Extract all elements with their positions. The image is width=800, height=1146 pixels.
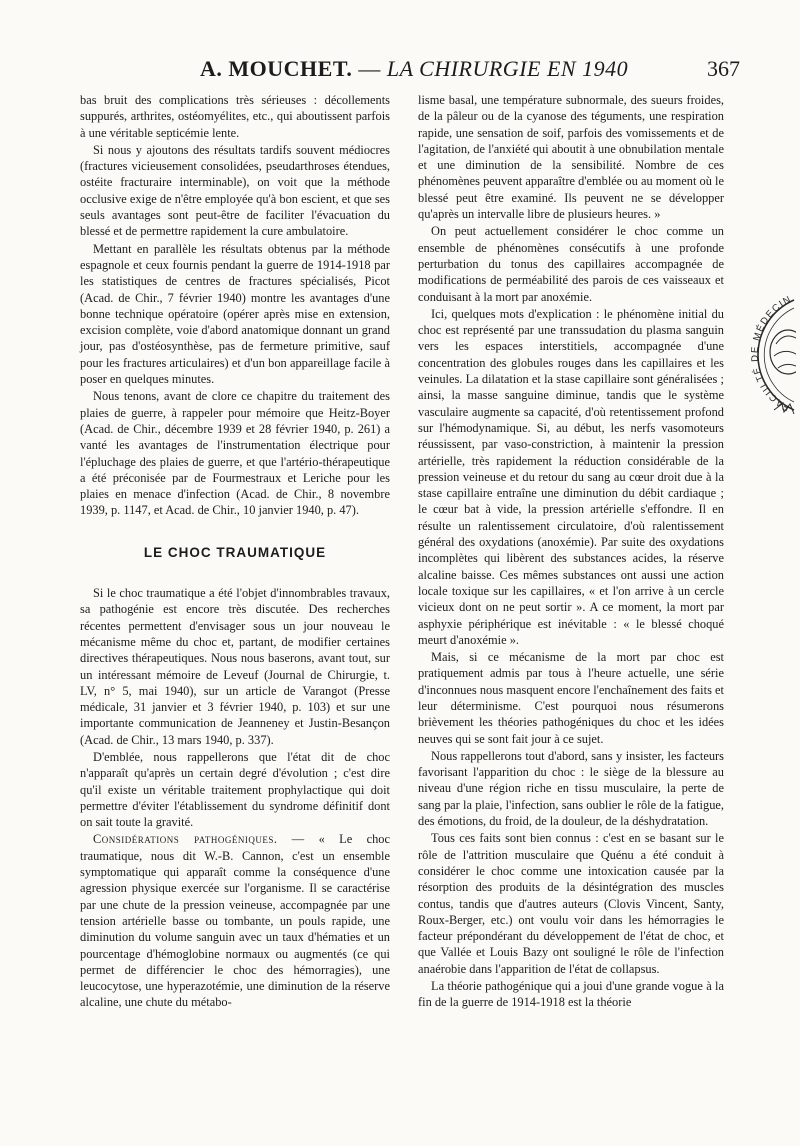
stamp-text: FACULTÉ DE MÉDECIN — [749, 293, 794, 414]
left-paragraph-5: Si le choc traumatique a été l'objet d'innombrables travaux, sa pathogénie est encore très discutée. Des recherches récentes permettent d'envisager sous un jour nouveau le mécanisme même du choc et, partant, de modifier certaines directives thérapeutiques. Nous nous baserons, avant tout, sur un intéressant mémoire de Leveuf (Journal de Chirurgie, t. LV, n° 5, mai 1940), sur un article de Varangot (Presse médicale, 31 janvier et 3 février 1940, p. 103) et sur une importante communication de Jeanneney et Justin-Besançon (Acad. de Chir., 13 mars 1940, p. 337). — [80, 586, 390, 747]
left-paragraph-6: D'emblée, nous rappellerons que l'état dit de choc n'apparaît qu'après un certain degré d'évolution ; c'est dire qu'il existe un véritable traitement prophylactique qui doit permettre d'éviter l'établissement du syndrome définitif dont on sait toute la gravité. — [80, 749, 390, 830]
right-paragraph-7: La théorie pathogénique qui a joui d'une grande vogue à la fin de la guerre de 1914-1918 est la théorie — [418, 979, 724, 1010]
header-dash: — — [352, 56, 387, 81]
right-paragraph-1: lisme basal, une température subnormale, des sueurs froides, de la pâleur ou de la cyanose des téguments, une respiration rapide, une sensation de soif, parfois des vomissements et de l'agitation, de l'anxiété qui aboutit à une obnubilation mentale et une diminution de la sensibilité. Nombre de ces phénomènes peuvent apparaître d'emblée ou au moment où le blessé peut être examiné. Ils peuvent ne se développer qu'après un intervalle libre de plusieurs heures. » — [418, 93, 724, 222]
svg-text:FACULTÉ DE MÉDECINE — [724, 286, 794, 413]
right-column — [418, 92, 724, 1011]
left-paragraph-3: Mettant en parallèle les résultats obtenus par la méthode espagnole et ceux fournis pendant la guerre de 1914-1918 par les statistiques de centres de fractures spécialisés, Picot (Acad. de Chir., 7 février 1940) montre les avantages d'une bonne technique opératoire (opérer après mise en extension, excision complète, voie d'abord anatomique donnant un grand jour, pas d'ostéosynthèse, pas de fermeture primitive, sauf pour les fractures articulaires) et d'un bon appareillage facile à poser en quelques minutes. — [80, 241, 390, 387]
left-column — [80, 92, 390, 1011]
left-paragraph-7 — [80, 831, 390, 1010]
subsection-label: Considérations pathogéniques. — [93, 832, 278, 847]
right-paragraph-4: Mais, si ce mécanisme de la mort par choc est pratiquement admis par tous à l'heure actuelle, une série d'inconnues nous masquent encore l'enchaînement des faits et leur déterminisme. C'est pourquoi nous résumerons brièvement les théories pathogéniques du choc et les idées neuves qui se sont fait jour à ce sujet. — [418, 650, 724, 746]
right-paragraph-6: Tous ces faits sont bien connus : c'est en se basant sur le rôle de l'attrition musculaire que Quénu a été conduit à considérer le choc comme une intoxication causée par la résorption des produits de la désintégration des muscles contus, tandis que d'autres auteurs (Clovis Vincent, Santy, Roux-Berger, etc.) ont voulu voir dans les hémorragies le facteur prépondérant du développement de l'état de choc, et que Vallée et Louis Bazy ont souligné le rôle de l'infection anaérobie dans l'apparition de l'état de collapsus. — [418, 831, 724, 976]
stamp-seal-icon — [724, 286, 796, 426]
running-header — [80, 56, 740, 88]
left-paragraph-4: Nous tenons, avant de clore ce chapitre du traitement des plaies de guerre, à rappeler pour mémoire que Heitz-Boyer (Acad. de Chir., décembre 1939 et 28 février 1940, p. 261) a vanté les avantages de l'instrumentation électrique pour l'épluchage des plaies de guerre, et que l'artério-thérapeutique a été préconisée par de Fourmestraux et Leriche pour les plaies en menace d'infection (Acad. de Chir., 8 novembre 1939, p. 1147, et Acad. de Chir., 10 janvier 1940, p. 47). — [80, 389, 390, 518]
left-paragraph-7-text: — « Le choc traumatique, nous dit W.-B. Cannon, c'est un ensemble symptomatique qui apparaît comme la conséquence d'une agression physique exercée sur l'organisme. Il se caractérise par une chute de la pression veineuse, accompagnée par une tension artérielle basse ou tombante, un pouls rapide, une diminution du volume sanguin avec un taux d'hématies et un pourcentage d'hémoglobine normaux ou augmentés (ce qui permet de différencier le choc des hémorragies), une leucocytose, une hyperazotémie, une diminution de la réserve alcaline, une chute du métabo- — [80, 832, 390, 1010]
right-paragraph-2: On peut actuellement considérer le choc comme un ensemble de phénomènes consécutifs à une profonde perturbation du tonus des capillaires accompagnée de modifications de perméabilité des parois de ces vaisseaux et conduisant à la mort par anoxémie. — [418, 224, 724, 304]
right-paragraph-5: Nous rappellerons tout d'abord, sans y insister, les facteurs favorisant l'apparition du choc : le siège de la blessure au niveau d'une région riche en tissu musculaire, la perte de sang par la plaie, l'infection, sans oublier le rôle de la fatigue, des émotions, du froid, de la douleur, de la déshydratation. — [418, 748, 724, 829]
right-paragraph-3: Ici, quelques mots d'explication : le phénomène initial du choc est représenté par une transsudation du plasma sanguin vers les espaces interstitiels, accompagnée d'une concentration des globules rouges dans les capillaires et les veinules. La dilatation et la stase capillaire sont généralisées ; ainsi, la masse sanguine diminue, tandis que le système vasculaire augmente sa capacité, d'où retentissement profond sur l'hémodynamique. Si, au début, les nerfs vasomoteurs réussissent, par vaso-constriction, à maintenir la pression artérielle, très rapidement la réduction considérable de la pression veineuse et du retour du sang au cœur droit due à la stase capillaire entraîne une diminution du débit cardiaque ; le cœur bat à vide, la pression artérielle s'effondre. Il en résulte un ralentissement circulatoire, d'où ralentissement général des oxydations (anoxémie). Par suite des oxydations incomplètes qui libèrent des substances acides, la réserve alcaline baisse. Ces mêmes substances ont aussi une action locale toxique sur les capillaires, « et l'on arrive à un cercle vicieux dont on ne peut sortir ». A ce moment, la mort par asphyxie périphérique est inévitable : « le blessé choqué meurt d'anoxémie ». — [418, 306, 724, 647]
left-paragraph-1: bas bruit des complications très sérieuses : décollements suppurés, arthrites, ostéomyélites, etc., qui aboutissent parfois à une véritable septicémie lente. — [80, 93, 390, 140]
header-author: A. MOUCHET. — [200, 56, 353, 81]
header-work-title: LA CHIRURGIE EN 1940 — [386, 56, 629, 81]
left-paragraph-2: Si nous y ajoutons des résultats tardifs souvent médiocres (fractures vicieusement consolidées, pseudarthroses étendues, ostéite fracturaire interminable), on voit que la méthode occlusive exige de n'être employée qu'à bon escient, et que ses seuls avantages sont peut-être de faciliter l'évacuation du blessé et de permettre rapidement la cure ambulatoire. — [80, 142, 390, 239]
page-number: 367 — [707, 56, 740, 81]
section-title: LE CHOC TRAUMATIQUE — [143, 544, 327, 560]
library-stamp — [724, 286, 796, 426]
header-title — [200, 56, 628, 82]
